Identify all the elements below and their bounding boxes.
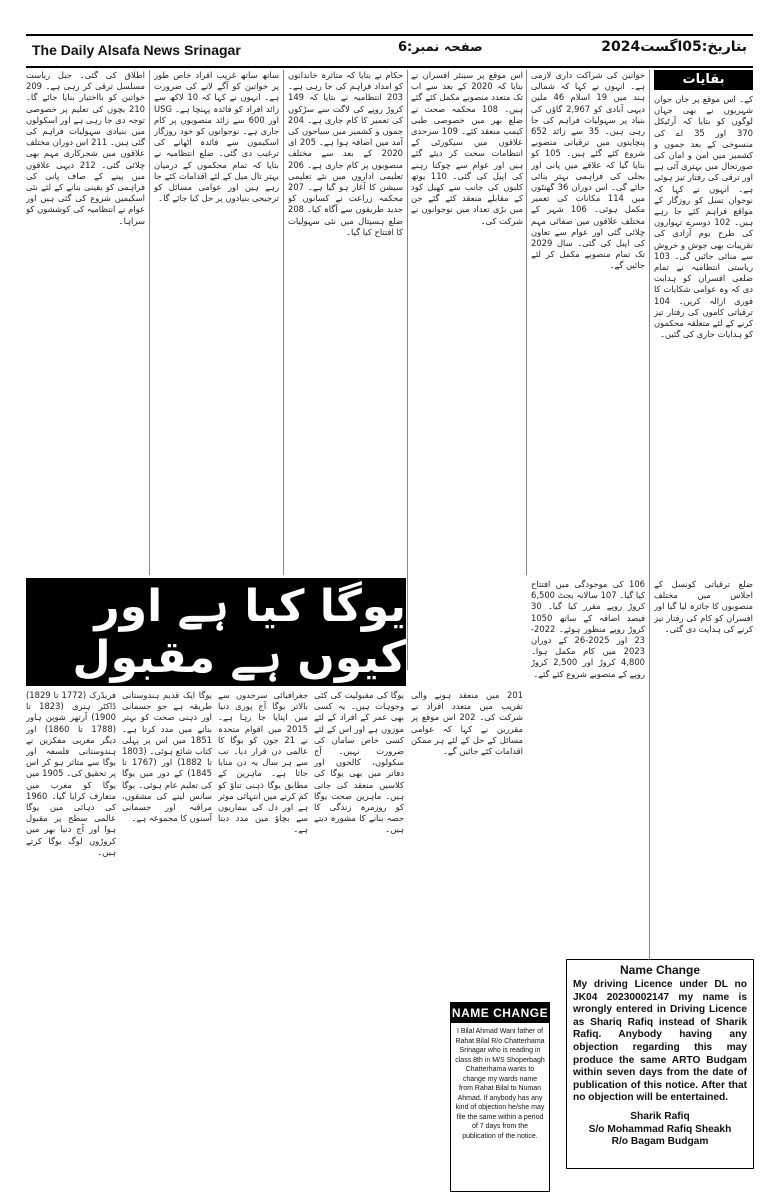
- lower-column-4: [314, 690, 404, 1160]
- lower-column-2-text: یوگا ایک قدیم ہندوستانی طریقہ ہے جو جسمانی اور ذہنی صحت کو بہتر بنانے میں مدد کرتا ہے۔ 1851 میں اس پر پہلی کتاب شائع ہوئی۔ (1803 تا 1882) اور (1767 تا 1845) کے دور میں یوگا کی تعلیم عام ہوئی۔ یوگا سانس لینے کی مشقوں، مراقبہ اور جسمانی آسنوں کا مجموعہ ہے۔: [122, 690, 212, 824]
- lower-column-3: [218, 690, 308, 1160]
- column-3-text: اس موقع پر سینئر افسران نے بتایا کہ 2020 کے بعد سے اب تک متعدد منصوبے مکمل کئے گئے ہیں۔ 108 محکمہ صحت نے ضلع بھر میں خصوصی طبی کیمپ منعقد کئے۔ 109 سرحدی علاقوں میں سیکورٹی کے انتظامات سخت کر دیئے گئے ہیں اور عوام سے چوکنا رہنے کی اپیل کی گئی۔ 110 یوتھ کلبوں کی جانب سے کھیل کود کے مقابلے منعقد کئے گئے جن میں بڑی تعداد میں نوجوانوں نے شرکت کی۔: [411, 70, 523, 226]
- lower-column-5: [411, 690, 523, 996]
- issue-date: بتاریخ:05اگست2024: [601, 39, 747, 55]
- column-5-text: ساتھ ساتھ غریب افراد خاص طور پر خواتین کو آگے لانے کی ضرورت ہے۔ انہوں نے کہا کہ 10 لاکھ سے زائد افراد کو فائدہ پہنچا ہے۔ USG اور 600 سے زائد منصوبوں پر کام جاری ہے۔ نوجوانوں کو خود روزگار اسکیموں سے فائدہ اٹھانے کی ترغیب دی گئی۔ ضلع انتظامیہ نے بتایا کہ تمام محکموں کے درمیان بہتر تال میل کے لئے اقدامات کئے جا رہے ہیں اور عوامی مسائل کو ترجیحی بنیادوں پر حل کیا جائے گا۔: [154, 70, 279, 204]
- column-3: [411, 70, 523, 575]
- signature-father: S/o Mohammad Rafiq Sheakh: [588, 1123, 732, 1135]
- column-4: [288, 70, 403, 575]
- lower-column-1: [26, 690, 116, 1160]
- name-change-big-title: Name Change: [619, 963, 701, 977]
- lower-column-5-text: 201 میں منعقد ہونے والی تقریب میں متعدد افراد نے شرکت کی۔ 202 اس موقع پر مقررین نے کہا کہ عوامی مسائل کے حل کے لئے ہر ممکن اقدامات کئے جائیں گے۔: [411, 690, 523, 757]
- lower-column-6-text: 106 کی موجودگی میں افتتاح کیا گیا۔ 107 سالانہ بجٹ 6,500 کروڑ روپے مقرر کیا گیا۔ 30 فیصد اضافہ کے ساتھ 1050 کروڑ روپے منظور ہوئے۔ 2022-23 اور 2025-26 کے دوران 2023 میں کام مکمل ہوا۔ 4,800 کروڑ اور 2,500 کروڑ روپے کے منصوبے شروع کئے گئے۔: [531, 579, 645, 679]
- column-1: [654, 94, 753, 574]
- name-change-notice-big: [566, 959, 754, 1169]
- column-rule: [649, 70, 650, 990]
- name-change-small-body: I Bilal Ahmad Wani father of Rahat Bilal R/o Chatterhama Srinagar who is reading in class 8th in M/S Shoperbagh Chatterhama wants to change my wards name from Rahat Bilal to Numan Ahmad. If anybody has any kind of objection he/she may file the same within a period of 7 days from the publication of the notice.: [455, 1028, 545, 1140]
- column-rule: [283, 70, 284, 575]
- page-header: [26, 34, 753, 68]
- yoga-headline: یوگا کیا ہے اور کیوں ہے مقبول: [72, 581, 406, 683]
- column-2: [531, 70, 645, 575]
- lower-column-3-text: جغرافیائی سرحدوں سے بالاتر یوگا آج پوری دنیا میں اپنایا جا رہا ہے۔ 2015 میں اقوام متحدہ نے 21 جون کو یوگا کا عالمی دن قرار دیا۔ تب سے ہر سال یہ دن منایا جاتا ہے۔ ماہرین کے مطابق یوگا ذہنی تناؤ کو کم کرنے میں انتہائی موثر ہے اور دل کی بیماریوں سے بچاؤ میں مدد دیتا ہے۔: [218, 690, 308, 835]
- newspaper-page: [26, 34, 753, 1160]
- name-change-big-body: My driving Licence under DL no JK04 20230002147 my name is wrongly entered in Driving Licence as Shariq Rafiq instead of Sharik Rafiq. Anybody having any objection regarding this may produce the same ARTO Budgam within seven days from the date of publication of this notice. After that no objection will be entertained.: [573, 979, 747, 1104]
- lower-column-4-text: یوگا کی مقبولیت کی کئی وجوہات ہیں۔ یہ کسی بھی عمر کے افراد کے لئے موزوں ہے اور اس کے لئے کسی خاص سامان کی ضرورت نہیں۔ آج سکولوں، کالجوں اور دفاتر میں بھی یوگا کی کلاسیں منعقد کی جاتی ہیں۔ ماہرین صحت یوگا کو روزمرہ زندگی کا حصہ بنانے کا مشورہ دیتے ہیں۔: [314, 690, 404, 835]
- column-1-text: کے۔ اس موقع پر جان جوان شہریوں نے بھی جہاں لوگوں کو بتایا کہ آرٹیکل 370 اور 35 اے کی منسوخی کے بعد جموں و کشمیر میں امن و امان کی صورتحال میں بہتری آئی ہے اور ترقی کی رفتار تیز ہوئی ہے۔ انہوں نے کہا کہ نوجوان نسل کو روزگار کے مواقع فراہم کئے جا رہے ہیں۔ 102 دوسرے تہواروں کی طرح یوم آزادی کی تقریبات بھی جوش و خروش سے منائی جائیں گی۔ 103 ریاستی انتظامیہ نے تمام ضلعی افسران کو ہدایت دی کہ وہ عوامی شکایات کا فوری ازالہ کریں۔ 104 ترقیاتی کاموں کی رفتار تیز کرنے کے لئے متعلقہ محکموں کو ہدایات جاری کی گئیں۔: [654, 94, 753, 340]
- paper-name: The Daily Alsafa News Srinagar: [32, 42, 241, 58]
- column-4-text: حکام نے بتایا کہ متاثرہ خاندانوں کو امداد فراہم کی جا رہی ہے۔ 203 انتظامیہ نے بتایا کہ 149 کروڑ روپے کی لاگت سے سڑکوں کی تعمیر کا کام جاری ہے۔ 204 جموں و کشمیر میں سیاحوں کی آمد میں اضافہ ہوا ہے۔ 205 ای 2020 کے بعد سے مختلف منصوبوں پر کام جاری ہے۔ 206 تعلیمی اداروں میں نئے تعلیمی سیشن کا آغاز ہو گیا ہے۔ 207 محکمہ زراعت نے کسانوں کو جدید طریقوں سے آگاہ کیا۔ 208 ضلع ہسپتال میں نئی سہولیات کا افتتاح کیا گیا۔: [288, 70, 403, 237]
- column-rule: [526, 70, 527, 575]
- column-rule: [407, 70, 408, 670]
- name-change-notice-small: [450, 1002, 550, 1192]
- name-change-small-title: NAME CHANGE: [451, 1003, 549, 1023]
- page-number: صفحہ نمبر:6: [398, 40, 483, 55]
- column-6-text: اطلاق کی گئی۔ جبل ریاست مسلسل ترقی کر رہی ہے۔ 209 خواتین کو بااختیار بنایا جائے گا۔ 210 بچوں کی تعلیم پر خصوصی توجہ دی جا رہی ہے اور اسکولوں میں بنیادی سہولیات فراہم کی گئی ہیں۔ 211 اس دوران مختلف علاقوں میں شجرکاری مہم بھی چلائی گئی۔ 212 دیہی علاقوں میں پینے کے صاف پانی کی فراہمی کو یقینی بنانے کے لئے نئی اسکیمیں شروع کی گئی ہیں اور عوام نے انتظامیہ کی کوششوں کو سراہا۔: [26, 70, 145, 226]
- lower-column-1-text: فریڈرک (1772 تا 1829) ڈاکٹر ہنری (1823 تا 1900) آرتھر شوپن ہاور (1788 تا 1860) اور دیگر مغربی مفکرین نے ہندوستانی فلسفہ اور یوگا سے متاثر ہو کر اس پر تحقیق کی۔ 1905 میں یوگا کو مغرب میں متعارف کرایا گیا۔ 1960 کی دہائی میں یوگا عالمی سطح پر مقبول ہوا اور آج دنیا بھر میں کروڑوں لوگ یوگا کرتے ہیں۔: [26, 690, 116, 857]
- column-rule: [149, 70, 150, 575]
- signature-address: R/o Bagam Budgam: [611, 1136, 709, 1148]
- column-5: [154, 70, 279, 575]
- signature-name: Sharik Rafiq: [630, 1110, 690, 1122]
- lower-column-7: [654, 579, 753, 984]
- column-2-text: خواتین کی شراکت داری لازمی ہے۔ انہوں نے کہا کہ شمالی ہند میں 19 اسلام 46 ملین دیہی آبادی کو 2,967 گاؤں کی بنیاد پر سہولیات فراہم کی جا رہی ہیں۔ 35 سے زائد 652 پنچایتوں میں ترقیاتی منصوبے شروع کئے گئے ہیں۔ 105 کو بتایا گیا کہ علاقے میں پانی اور بجلی کی فراہمی بہتر بنائی جائے گی۔ اس دوران 36 گھنٹوں میں 114 مکانات کی تعمیر مکمل ہوئی۔ 106 شہر کے مختلف علاقوں میں صفائی مہم چلائی گئی اور عوام سے تعاون کی اپیل کی گئی۔ سال 2029 تک تمام منصوبے مکمل کر لئے جائیں گے۔: [531, 70, 645, 271]
- column-6: [26, 70, 145, 575]
- baqiyat-section-label: بقایات: [654, 70, 753, 90]
- yoga-headline-banner: [26, 578, 406, 686]
- lower-column-2: [122, 690, 212, 1160]
- lower-column-7-text: ضلع ترقیاتی کونسل کے اجلاس میں مختلف منصوبوں کا جائزہ لیا گیا اور افسران کو کام کی رفتار تیز کرنے کی ہدایت دی گئی۔: [654, 579, 753, 634]
- lower-column-6: [531, 579, 645, 989]
- name-change-signature: [567, 1111, 753, 1149]
